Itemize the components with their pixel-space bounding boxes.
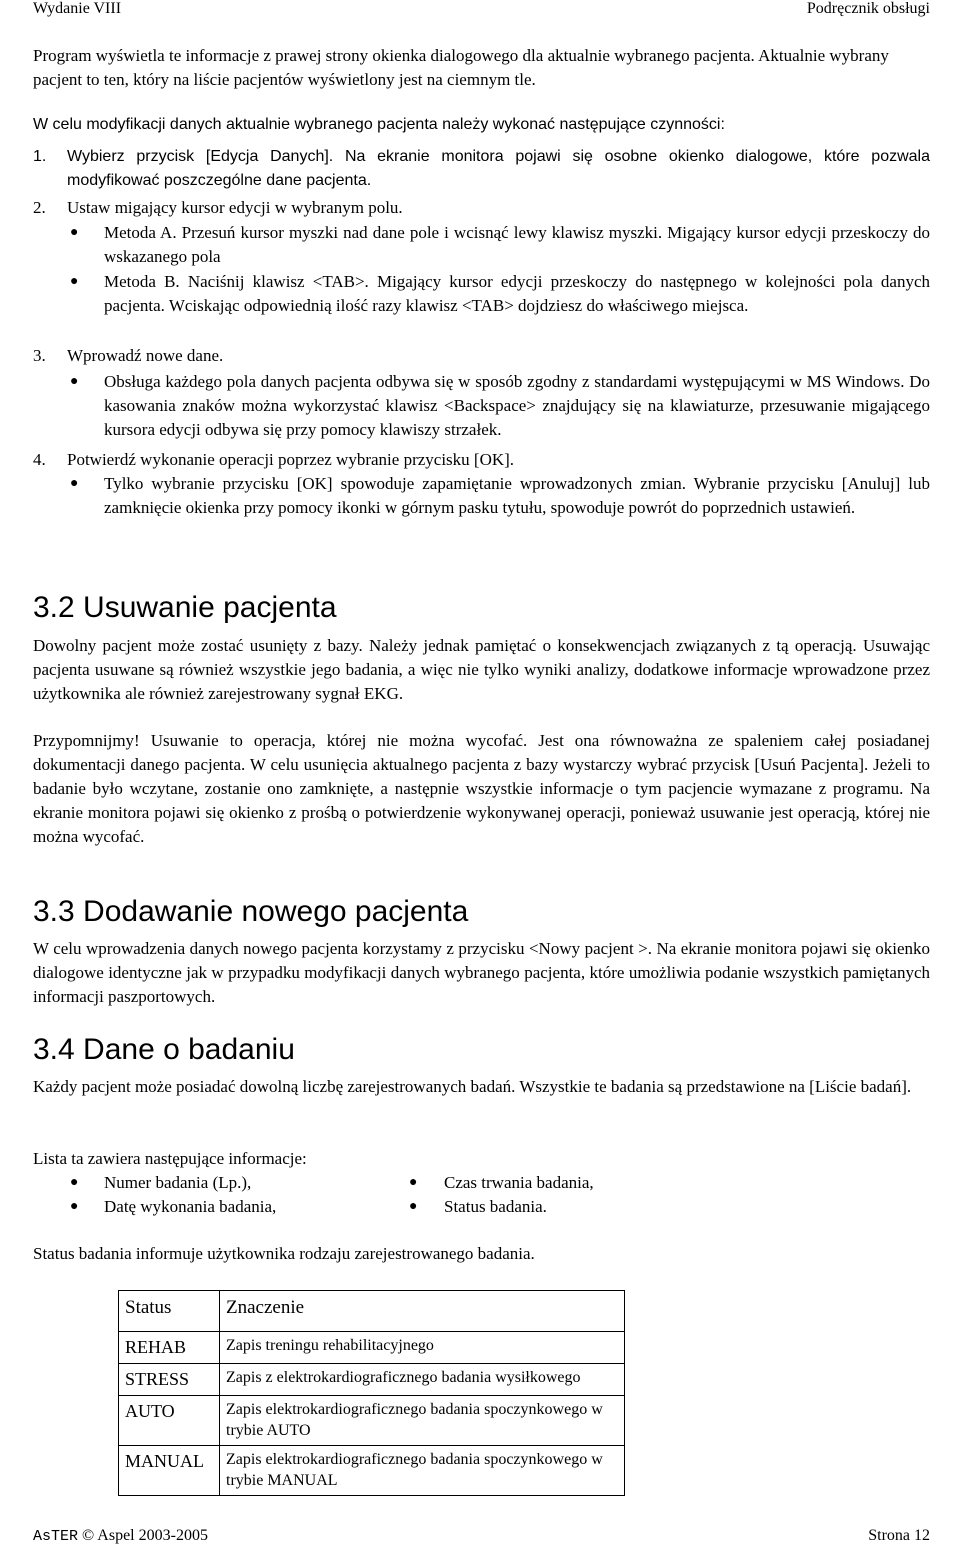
status-meaning: Zapis elektrokardiograficznego badania spoczynkowego w trybie AUTO [220, 1396, 625, 1446]
section-3-3-paragraph: W celu wprowadzenia danych nowego pacjenta korzystamy z przycisku <Nowy pacjent >. Na ekranie monitora pojawi się okienko dialogowe identyczne jak w przypadku modyfikacji danych wybranego pacjenta, które umożliwia podanie wszystkich pamiętanych informacji paszportowych. [33, 939, 930, 1006]
page-header [33, 0, 930, 18]
bullet-dot: ● [70, 374, 79, 389]
bullet-ok: Tylko wybranie przycisku [OK] spowoduje zapamiętanie wprowadzonych zmian. Wybranie przycisku [Anuluj] lub zamknięcie okienka przy pomocy ikonki w górnym pasku tytułu, spowoduje powrót do poprzednich ustawień. [104, 474, 930, 517]
bullet-dot: ● [70, 1175, 79, 1190]
status-code: MANUAL [119, 1446, 220, 1496]
status-table [118, 1290, 625, 1496]
table-row [119, 1332, 625, 1364]
status-meaning: Zapis elektrokardiograficznego badania spoczynkowego w trybie MANUAL [220, 1446, 625, 1496]
bullet-metoda-b: Metoda B. Naciśnij klawisz <TAB>. Migający kursor edycji przeskoczy do następnego w kolejności pola danych pacjenta. Wciskając odpowiednią ilość razy klawisz <TAB> dojdziesz do właściwego miejsca. [104, 272, 930, 315]
bullet-obsluga: Obsługa każdego pola danych pacjenta odbywa się w sposób zgodny z standardami występującymi w MS Windows. Do kasowania znaków można wykorzystać klawisz <Backspace> znajdujący się na klawiaturze, przesuwanie migającego kursora edycji odbywa się przy pomocy klawiszy strzałek. [104, 372, 930, 439]
section-3-3-heading: 3.3 Dodawanie nowego pacjenta [33, 895, 469, 928]
status-code: AUTO [119, 1396, 220, 1446]
bullet-dot: ● [70, 1199, 79, 1214]
table-row [119, 1446, 625, 1496]
info-item: Czas trwania badania, [444, 1173, 594, 1192]
step-2-text: Ustaw migający kursor edycji w wybranym polu. [67, 198, 403, 217]
section-3-4-paragraph-3: Status badania informuje użytkownika rodzaju zarejestrowanego badania. [33, 1244, 535, 1263]
column-header-meaning: Znaczenie [220, 1291, 625, 1332]
step-1-number: 1. [33, 148, 47, 165]
intro-paragraph: Program wyświetla te informacje z prawej strony okienka dialogowego dla aktualnie wybranego pacjenta. Aktualnie wybrany pacjent to ten, który na liście pacjentów wyświetlony jest na ciemnym tle. [33, 46, 889, 89]
modify-instructions-intro: W celu modyfikacji danych aktualnie wybranego pacjenta należy wykonać następujące czynności: [33, 116, 725, 133]
header-edition: Wydanie VIII [33, 0, 122, 17]
table-row [119, 1396, 625, 1446]
status-code: STRESS [119, 1364, 220, 1396]
status-meaning: Zapis treningu rehabilitacyjnego [220, 1332, 625, 1364]
step-3-text: Wprowadź nowe dane. [67, 346, 224, 365]
bullet-dot: ● [409, 1199, 418, 1214]
bullet-dot: ● [70, 476, 79, 491]
table-row [119, 1364, 625, 1396]
bullet-metoda-a: Metoda A. Przesuń kursor myszki nad dane pole i wcisnąć lewy klawisz myszki. Migający kursor edycji przeskoczy do wskazanego pola [104, 223, 930, 266]
info-item: Datę wykonania badania, [104, 1197, 277, 1216]
section-3-2-paragraph-1: Dowolny pacjent może zostać usunięty z bazy. Należy jednak pamiętać o konsekwencjach związanych z tą operacją. Usuwając pacjenta usuwane są również wszystkie jego badania, a więc nie tylko wyniki analizy, dodatkowe informacje wprowadzone przez użytkownika ale również zarejestrowany sygnał EKG. [33, 636, 930, 703]
section-3-2-paragraph-2: Przypomnijmy! Usuwanie to operacja, której nie można wycofać. Jest ona równoważna ze spaleniem całej posiadanej dokumentacji danego pacjenta. W celu usunięcia aktualnego pacjenta z bazy wystarczy wybrać przycisk [Usuń Pacjenta]. Jeżeli to badanie było wczytane, zostanie ono zamknięte, a następnie wszystkie informacje o tym pacjencie wymazane z programu. Na ekranie monitora pojawi się okienko z prośbą o potwierdzenie wykonywanej operacji, ponieważ usuwanie jest operacją, której nie można wycofać. [33, 731, 930, 846]
info-item: Status badania. [444, 1197, 547, 1216]
column-header-status: Status [119, 1291, 220, 1332]
bullet-dot: ● [70, 225, 79, 240]
step-4-text: Potwierdź wykonanie operacji poprzez wybranie przycisku [OK]. [67, 450, 515, 469]
page-number: Strona 12 [868, 1527, 930, 1544]
section-3-4-paragraph-1: Każdy pacjent może posiadać dowolną liczbę zarejestrowanych badań. Wszystkie te badania są przedstawione na [Liście badań]. [33, 1077, 912, 1096]
section-3-4-heading: 3.4 Dane o badaniu [33, 1033, 295, 1066]
step-2-number: 2. [33, 198, 46, 217]
section-3-2-heading: 3.2 Usuwanie pacjenta [33, 591, 337, 624]
info-item: Numer badania (Lp.), [104, 1173, 252, 1192]
footer-left [33, 1527, 208, 1545]
section-3-4-paragraph-2: Lista ta zawiera następujące informacje: [33, 1149, 307, 1168]
product-name: AsTER [33, 1528, 79, 1545]
step-1-text: Wybierz przycisk [Edycja Danych]. Na ekranie monitora pojawi się osobne okienko dialogowe, które pozwala modyfikować poszczególne dane pacjenta. [67, 148, 930, 189]
header-manual-title: Podręcznik obsługi [806, 0, 930, 17]
step-3-number: 3. [33, 346, 46, 365]
bullet-dot: ● [409, 1175, 418, 1190]
status-meaning: Zapis z elektrokardiograficznego badania wysiłkowego [220, 1364, 625, 1396]
status-code: REHAB [119, 1332, 220, 1364]
step-4-number: 4. [33, 450, 46, 469]
copyright: © Aspel 2003-2005 [82, 1527, 208, 1544]
page-footer [33, 1527, 930, 1545]
bullet-dot: ● [70, 274, 79, 289]
table-header-row [119, 1291, 625, 1332]
